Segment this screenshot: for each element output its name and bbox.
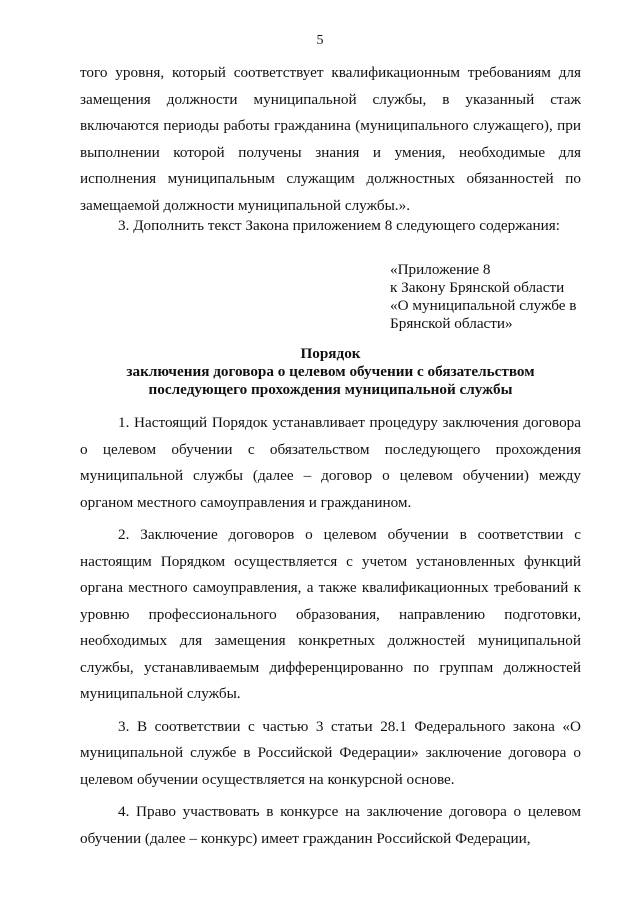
section-title-line: заключения договора о целевом обучении с обязательством xyxy=(126,363,535,380)
appendix-line: к Закону Брянской области xyxy=(390,279,565,296)
procedure-paragraph-1: 1. Настоящий Порядок устанавливает процедуру заключения договора о целевом обучении с обязательством последующего прохождения муниципальной службы (далее – договор о целевом обучении) между органом местного самоуправления и гражданином. xyxy=(80,414,581,511)
section-title xyxy=(80,345,581,399)
section-title-line: последующего прохождения муниципальной службы xyxy=(148,381,513,398)
procedure-paragraph-2: 2. Заключение договоров о целевом обучении в соответствии с настоящим Порядком осуществляется с учетом установленных функций органа местного самоуправления, а также квалификационных требований к уровню профессионального образования, направлению подготовки, необходимых для замещения конкретных должностей муниципальной службы, устанавливаемым дифференцированно по группам должностей муниципальной службы. xyxy=(80,526,581,702)
amendment-block xyxy=(80,213,581,240)
procedure-paragraph-4: 4. Право участвовать в конкурсе на заключение договора о целевом обучении (далее – конкурс) имеет гражданин Российской Федерации, xyxy=(80,803,581,847)
continuation-block xyxy=(80,60,581,219)
procedure-text xyxy=(80,410,581,858)
page-number: 5 xyxy=(316,33,324,48)
appendix-line: Брянской области» xyxy=(390,315,513,332)
continuation-paragraph: того уровня, который соответствует квалификационным требованиям для замещения должности муниципальной службы, в указанный стаж включаются периоды работы гражданина (муниципального служащего), при выполнении которой получены знания и умения, необходимые для исполнения муниципальным служащим должностных обязанностей по замещаемой должности муниципальной службы.». xyxy=(80,64,581,214)
appendix-line: «О муниципальной службе в xyxy=(390,297,577,314)
appendix-line: «Приложение 8 xyxy=(390,261,491,278)
amendment-point-3: 3. Дополнить текст Закона приложением 8 следующего содержания: xyxy=(118,217,560,234)
appendix-header xyxy=(390,261,610,333)
procedure-paragraph-3: 3. В соответствии с частью 3 статьи 28.1 Федерального закона «О муниципальной службе в Российской Федерации» заключение договора о целевом обучении осуществляется на конкурсной основе. xyxy=(80,717,581,788)
section-title-line: Порядок xyxy=(300,345,361,362)
